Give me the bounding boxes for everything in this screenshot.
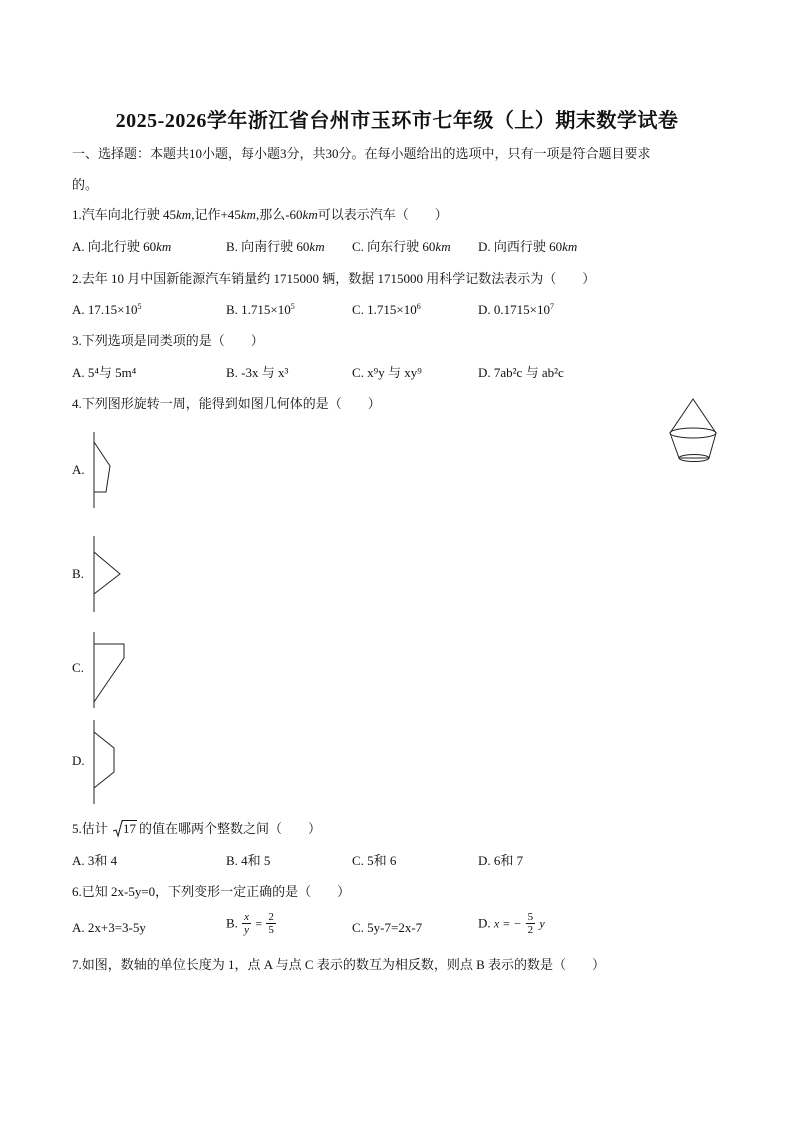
sqrt-radicand: 17 (123, 821, 137, 836)
fraction-denominator: y (244, 924, 250, 936)
q1-option-d (478, 238, 577, 256)
sqrt-sign-icon (113, 820, 123, 838)
fraction-denominator: 2 (527, 924, 534, 936)
fraction-numerator: 5 (527, 911, 534, 923)
q2-a-base: A. 17.15×10 (72, 302, 138, 317)
q1-unit: km (435, 239, 451, 254)
q2-option-c (352, 301, 421, 319)
q2-b-base: B. 1.715×10 (226, 302, 291, 317)
q1-unit: km (562, 239, 578, 254)
q1-option-b-text: B. 向南行驶 60 (226, 239, 310, 254)
q1-stem-part: 1.汽车向北行驶 45 (72, 207, 177, 222)
q5-stem-part: 5.估计 (72, 821, 108, 836)
q1-stem-part: ,记作+45 (191, 207, 241, 222)
q1-unit: km (302, 207, 318, 222)
q5-stem-part: 的值在哪两个整数之间（ ） (139, 821, 322, 836)
q1-option-a-text: A. 向北行驶 60 (72, 239, 157, 254)
q2-c-base: C. 1.715×10 (352, 302, 417, 317)
q1-unit: km (156, 239, 172, 254)
q3-option-a: A. 5⁴与 5m⁴ (72, 365, 137, 380)
q5-option-b: B. 4和 5 (226, 853, 271, 868)
q3-option-c: C. x⁹y 与 xy⁹ (352, 365, 422, 380)
q4-option-c-figure (90, 630, 128, 710)
q1-stem-part: 可以表示汽车（ ） (317, 207, 448, 222)
solid-figure-diagram (664, 396, 724, 468)
question-5-stem (72, 820, 321, 838)
q4-option-a-label: A. (72, 462, 85, 477)
q2-a-exp: 5 (137, 302, 142, 311)
q6-option-b (226, 911, 277, 936)
question-1-stem (72, 206, 448, 224)
question-6-stem: 6.已知 2x-5y=0，下列变形一定正确的是（ ） (72, 884, 351, 899)
q6-b-label: B. (226, 915, 238, 931)
q5-option-d: D. 6和 7 (478, 853, 524, 868)
q4-option-d-label: D. (72, 753, 85, 768)
q6-d-variable: y (539, 916, 545, 931)
q1-unit: km (309, 239, 325, 254)
q3-option-d: D. 7ab²c 与 ab²c (478, 365, 564, 380)
q2-option-d (478, 301, 554, 319)
question-4-stem: 4.下列图形旋转一周，能得到如图几何体的是（ ） (72, 396, 381, 411)
q6-b-fraction-1 (242, 911, 251, 936)
q6-option-a: A. 2x+3=3-5y (72, 920, 146, 935)
page-title: 2025-2026学年浙江省台州市玉环市七年级（上）期末数学试卷 (115, 110, 679, 132)
q6-b-fraction-2 (266, 911, 276, 936)
q2-d-exp: 7 (549, 302, 554, 311)
q5-option-a: A. 3和 4 (72, 853, 118, 868)
fraction-numerator: 2 (268, 911, 274, 923)
q4-option-b-figure (90, 534, 124, 614)
q1-option-c (352, 238, 451, 256)
q4-option-b-label: B. (72, 566, 84, 581)
q6-option-c: C. 5y-7=2x-7 (352, 920, 423, 935)
section-instruction-line2: 的。 (72, 177, 99, 192)
q1-unit: km (176, 207, 192, 222)
equals-sign: = (255, 916, 263, 931)
q1-option-d-text: D. 向西行驶 60 (478, 239, 563, 254)
q4-option-a-figure (90, 430, 120, 510)
q6-d-lhs: x = − (493, 916, 522, 931)
sqrt-expression (113, 820, 137, 838)
q1-stem-part: ,那么-60 (255, 207, 303, 222)
question-3-stem: 3.下列选项是同类项的是（ ） (72, 333, 264, 348)
question-7-stem: 7.如图，数轴的单位长度为 1，点 A 与点 C 表示的数互为相反数，则点 B 表示的数是（ ） (72, 957, 606, 972)
q2-c-exp: 6 (416, 302, 421, 311)
question-2-stem: 2.去年 10 月中国新能源汽车销量约 1715000 辆，数据 1715000 用科学记数法表示为（ ） (72, 271, 596, 286)
fraction-numerator: x (244, 911, 250, 923)
q2-b-exp: 5 (290, 302, 295, 311)
q4-option-d-figure (90, 718, 122, 806)
q4-option-c-label: C. (72, 660, 84, 675)
q2-option-b (226, 301, 295, 319)
q2-option-a (72, 301, 141, 319)
fraction-denominator: 5 (268, 924, 274, 936)
section-instruction-line1: 一、选择题：本题共10小题，每小题3分，共30分。在每小题给出的选项中，只有一项是符合题目要求 (72, 146, 651, 161)
q6-d-fraction (526, 911, 536, 936)
q3-option-b: B. -3x 与 x³ (226, 365, 289, 380)
q2-d-base: D. 0.1715×10 (478, 302, 550, 317)
q1-option-a (72, 238, 171, 256)
q6-option-d (478, 911, 545, 936)
q1-unit: km (240, 207, 256, 222)
q1-option-c-text: C. 向东行驶 60 (352, 239, 436, 254)
q6-d-label: D. (478, 915, 491, 931)
q1-option-b (226, 238, 325, 256)
q5-option-c: C. 5和 6 (352, 853, 397, 868)
